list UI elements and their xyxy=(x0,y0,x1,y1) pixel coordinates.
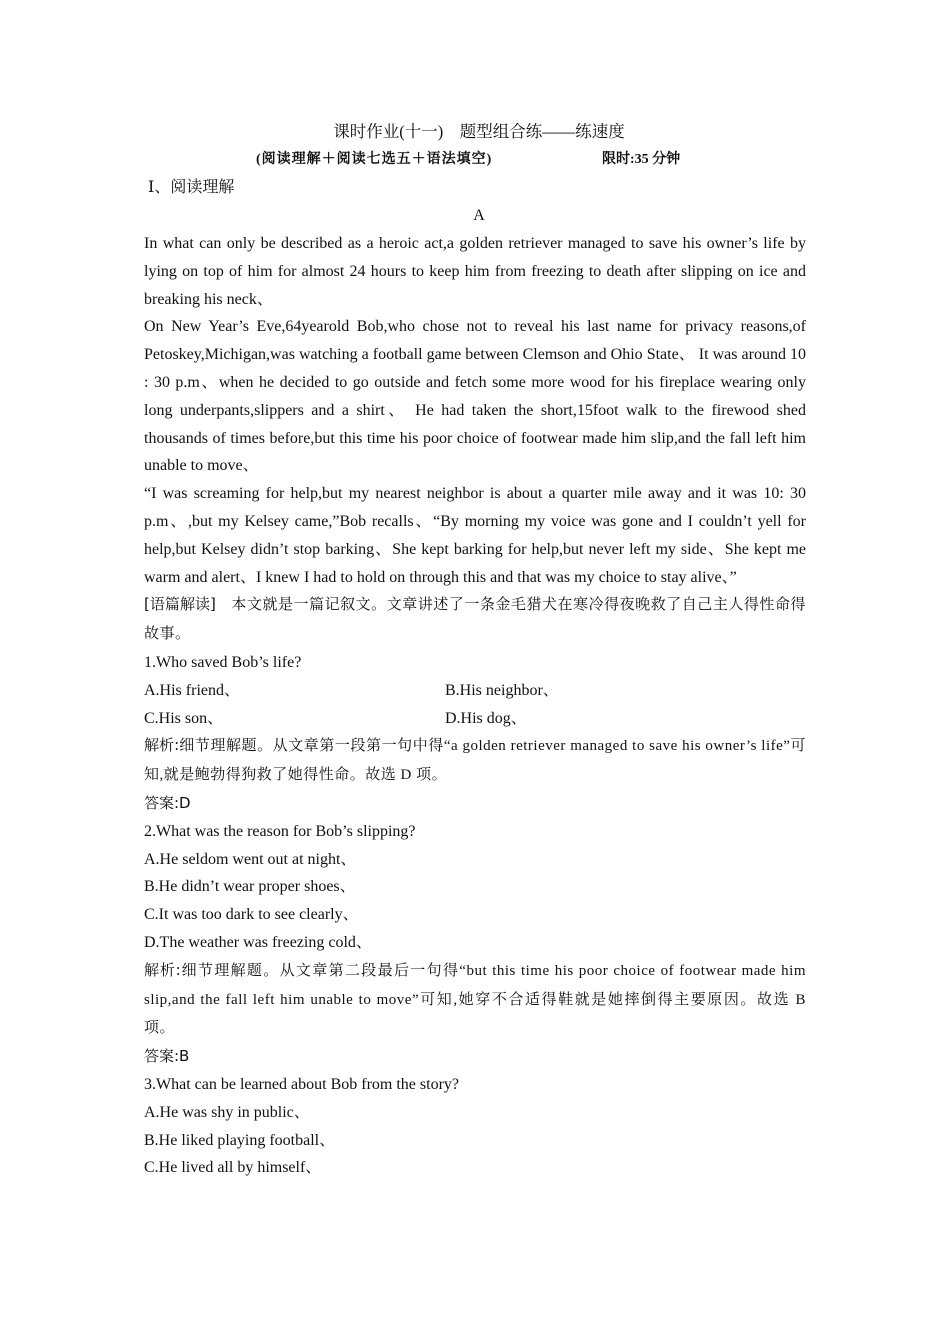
question-2-option-c: C.It was too dark to see clearly、 xyxy=(144,906,359,924)
section-heading: Ⅰ、阅读理解 xyxy=(148,179,235,196)
question-1-options-row-1 xyxy=(144,677,806,705)
interpretation-label: [语篇解读] xyxy=(144,595,216,614)
question-1-analysis-label: 解析: xyxy=(144,736,180,755)
question-2-stem: 2.What was the reason for Bob’s slipping? xyxy=(144,822,416,840)
question-2-analysis-label: 解析: xyxy=(144,960,181,979)
passage-paragraph-3: “I was screaming for help,but my nearest neighbor is about a quarter mile away and it was 10: 30 p.m、,but my Kelsey came,”Bob recalls、“By morning my voice was gone and I couldn’t yell for help,but Kelsey didn’t stop barking、She kept barking for help,but never left my side、She kept me warm and alert、I knew I had to hold on through this and that was my choice to stay alive、” xyxy=(144,485,806,586)
question-2-option-a: A.He seldom went out at night、 xyxy=(144,850,357,868)
document-content xyxy=(144,118,806,1182)
question-1-analysis-text: 细节理解题。从文章第一段第一句中得“a golden retriever managed to save his owner’s life”可知,就是鲍勃得狗救了她得性命。故选 D 项。 xyxy=(144,738,806,784)
question-3-option-a: A.He was shy in public、 xyxy=(144,1103,310,1121)
subtitle-question-types: (阅读理解＋阅读七选五＋语法填空) xyxy=(256,152,493,167)
question-1-answer: 答案:D xyxy=(144,793,191,812)
passage-paragraph-2: On New Year’s Eve,64yearold Bob,who chose not to reveal his last name for privacy reasons,of Petoskey,Michigan,was watching a football game between Clemson and Ohio State、 It was around 10 : 30 p.m、when he decided to go outside and fetch some more wood for his fireplace wearing only long underpants,slippers and a shirt、 He had taken the short,15foot walk to the firewood shed thousands of times before,but this time his poor choice of footwear made him slip,and the fall left him unable to move、 xyxy=(144,318,806,475)
question-2-option-b: B.He didn’t wear proper shoes、 xyxy=(144,878,356,896)
subtitle-row xyxy=(144,146,806,174)
passage-letter: A xyxy=(473,207,485,224)
question-1-options-row-2 xyxy=(144,705,806,733)
question-3-option-b: B.He liked playing football、 xyxy=(144,1131,336,1149)
question-1-option-c: C.His son、 xyxy=(144,709,224,727)
passage-interpretation xyxy=(144,591,806,649)
question-1-option-a: A.His friend、 xyxy=(144,681,240,699)
question-2-analysis xyxy=(144,957,806,1043)
question-1-option-d: D.His dog、 xyxy=(445,709,527,727)
question-1-analysis xyxy=(144,732,806,790)
question-2-answer: 答案:B xyxy=(144,1047,190,1066)
passage-paragraph-1: In what can only be described as a heroic act,a golden retriever managed to save his owner’s life by lying on top of him for almost 24 hours to keep him from freezing to death after slipping on ice and breaking his neck、 xyxy=(144,235,806,308)
interpretation-text: 本文就是一篇记叙文。文章讲述了一条金毛猎犬在寒冷得夜晚救了自己主人得性命得故事。 xyxy=(144,597,806,643)
question-1-option-b: B.His neighbor、 xyxy=(445,681,559,699)
question-2-analysis-text: 细节理解题。从文章第二段最后一句得“but this time his poor choice of footwear made him slip,and the fall left him unable to move”可知,她穿不合适得鞋就是她摔倒得主要原因。故选 B 项。 xyxy=(144,962,806,1037)
question-3-option-c: C.He lived all by himself、 xyxy=(144,1159,322,1177)
question-1-stem: 1.Who saved Bob’s life? xyxy=(144,653,302,671)
subtitle-time-limit: 限时:35 分钟 xyxy=(602,152,681,167)
question-2-option-d: D.The weather was freezing cold、 xyxy=(144,933,372,951)
page-title: 课时作业(十一) 题型组合练——练速度 xyxy=(333,122,625,141)
question-3-stem: 3.What can be learned about Bob from the story? xyxy=(144,1075,459,1093)
